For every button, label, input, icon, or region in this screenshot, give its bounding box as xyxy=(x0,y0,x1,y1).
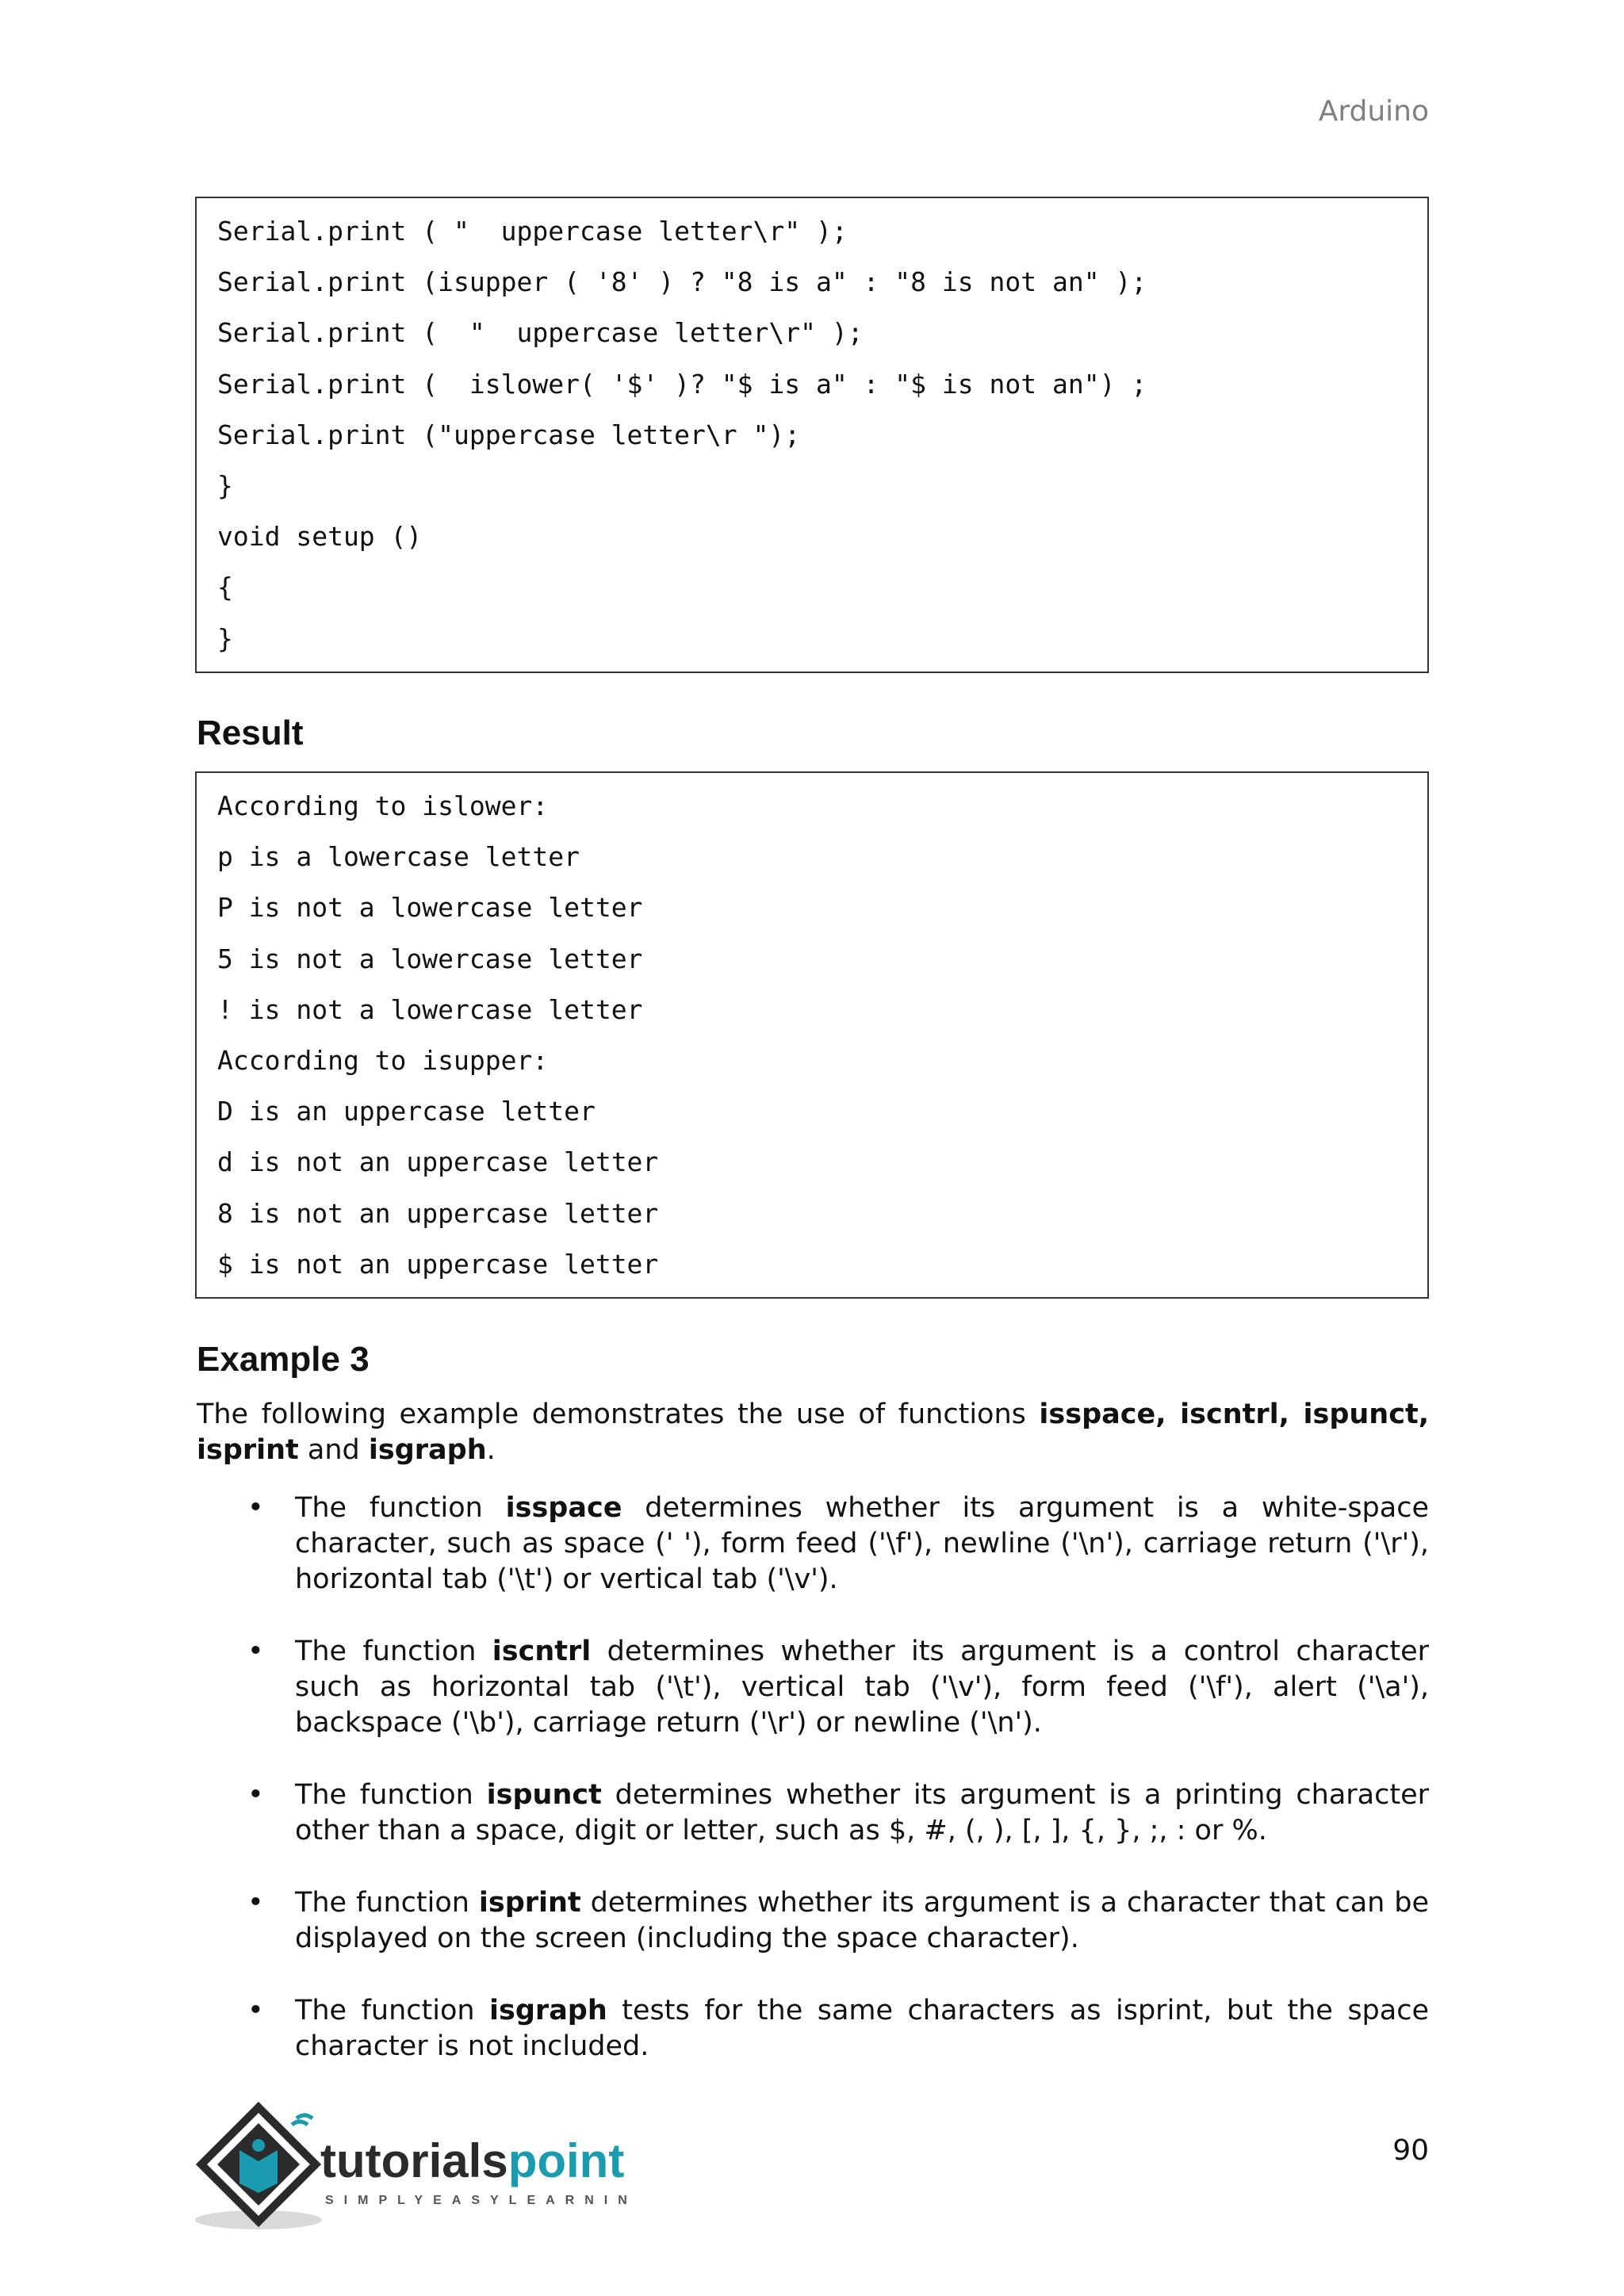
code-line: Serial.print (isupper ( '8' ) ? "8 is a" : "8 is not an" ); xyxy=(217,266,1147,298)
code-line: void setup () xyxy=(217,521,423,553)
logo-graphic xyxy=(193,2101,638,2236)
list-item-prefix: The function xyxy=(295,1492,506,1524)
tutorialspoint-logo xyxy=(193,2101,638,2236)
bullet-icon: • xyxy=(247,1492,264,1524)
list-item xyxy=(238,1993,1429,2064)
list-item-text: determines whether its argument is a control character such as horizontal tab ('\t'), vertical tab ('\v'), form feed ('\f'), alert ('\a'), backspace ('\b'), carriage return ('\r') or newline ('\n'). xyxy=(295,1636,1429,1739)
output-line: According to islower: xyxy=(217,790,549,821)
code-block xyxy=(195,197,1429,673)
intro-text: . xyxy=(486,1434,496,1466)
bullet-icon: • xyxy=(247,1887,264,1919)
list-item xyxy=(238,1634,1429,1741)
code-line: Serial.print ( " uppercase letter\r" ); xyxy=(217,216,848,247)
function-name: isspace xyxy=(505,1492,622,1524)
list-item-prefix: The function xyxy=(295,1995,490,2026)
svg-text:tutorialspoint: tutorialspoint xyxy=(320,2134,625,2187)
code-line: Serial.print ("uppercase letter\r "); xyxy=(217,419,801,450)
list-item-text: determines whether its argument is a character that can be displayed on the screen (including the space character). xyxy=(295,1887,1429,1954)
list-item-text: determines whether its argument is a white-space character, such as space (' '), form feed ('\f'), newline ('\n'), carriage return ('\r'), horizontal tab ('\t') or vertical tab ('\v'). xyxy=(295,1492,1429,1595)
running-header: Arduino xyxy=(1318,95,1429,128)
bullet-icon: • xyxy=(247,1779,264,1811)
list-item-prefix: The function xyxy=(295,1887,479,1919)
list-item-text: determines whether its argument is a printing character other than a space, digit or letter, such as $, #, (, ), [, ], {, }, ;, : or %. xyxy=(295,1779,1429,1846)
bullet-icon: • xyxy=(247,1995,264,2026)
code-line: { xyxy=(217,572,233,603)
list-item xyxy=(238,1885,1429,1957)
function-list xyxy=(238,1490,1429,2101)
list-item xyxy=(238,1777,1429,1849)
list-item xyxy=(238,1490,1429,1598)
svg-text:SIMPLYEASYLEARNING: SIMPLYEASYLEARNING xyxy=(325,2194,638,2207)
code-line: } xyxy=(217,469,233,501)
function-name: isgraph xyxy=(489,1995,607,2026)
function-name: ispunct xyxy=(486,1779,602,1811)
function-name: isprint xyxy=(478,1887,581,1919)
intro-text: The following example demonstrates the use of functions xyxy=(197,1399,1040,1430)
intro-paragraph xyxy=(197,1397,1429,1468)
code-line: } xyxy=(217,622,233,654)
list-item-text: tests for the same characters as isprint, but the space character is not included. xyxy=(295,1995,1430,2062)
function-name: iscntrl xyxy=(492,1636,592,1667)
intro-text: and xyxy=(298,1434,369,1466)
output-line: According to isupper: xyxy=(217,1044,549,1076)
output-line: 8 is not an uppercase letter xyxy=(217,1197,659,1229)
result-heading: Result xyxy=(197,714,304,752)
code-line: Serial.print ( islower( '$' )? "$ is a" : "$ is not an") ; xyxy=(217,368,1147,400)
output-line: D is an uppercase letter xyxy=(217,1096,596,1127)
output-line: $ is not an uppercase letter xyxy=(217,1248,659,1280)
output-line: 5 is not a lowercase letter xyxy=(217,943,643,974)
list-item-prefix: The function xyxy=(295,1779,487,1811)
output-line: p is a lowercase letter xyxy=(217,841,580,873)
list-item-prefix: The function xyxy=(295,1636,492,1667)
code-line: Serial.print ( " uppercase letter\r" ); xyxy=(217,317,864,349)
example-heading: Example 3 xyxy=(197,1340,370,1379)
bullet-icon: • xyxy=(247,1636,264,1667)
output-line: P is not a lowercase letter xyxy=(217,892,643,924)
output-line: ! is not a lowercase letter xyxy=(217,993,643,1025)
result-output-block xyxy=(195,771,1429,1299)
output-line: d is not an uppercase letter xyxy=(217,1146,659,1178)
page-number: 90 xyxy=(1392,2134,1429,2167)
intro-bold-functions: isspace, iscntrl, ispunct, isprint xyxy=(197,1399,1429,1466)
intro-bold-function: isgraph xyxy=(368,1434,487,1466)
